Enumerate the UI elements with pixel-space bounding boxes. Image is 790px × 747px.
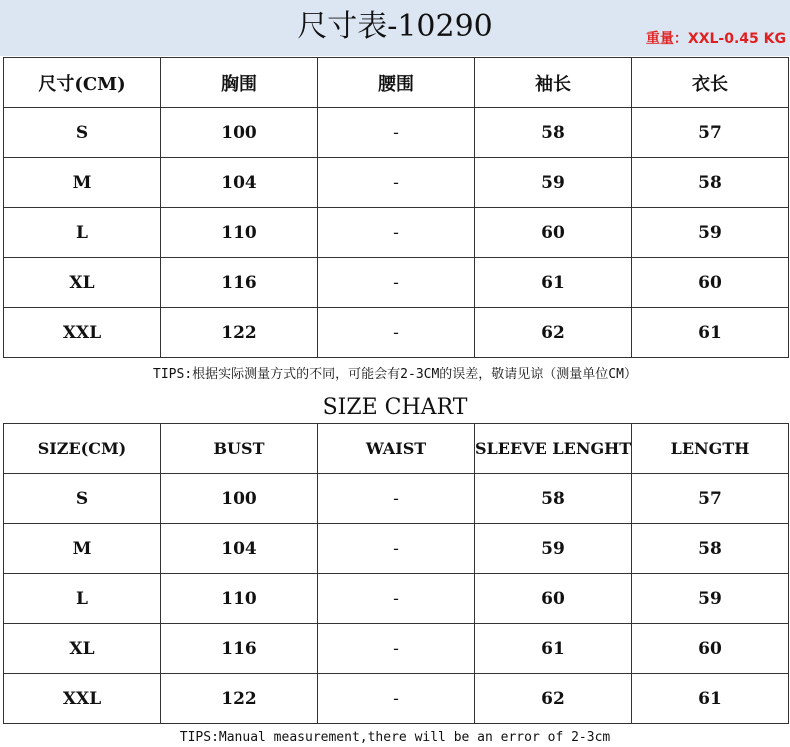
- sleeve-cell: 59: [475, 524, 632, 574]
- table-row: [4, 624, 789, 674]
- header-cell: SLEEVE LENGHT: [475, 424, 632, 474]
- waist-cell: -: [318, 524, 475, 574]
- header-cell: BUST: [161, 424, 318, 474]
- waist-cell: -: [318, 308, 475, 358]
- table-row: [4, 208, 789, 258]
- length-cell: 58: [632, 158, 789, 208]
- length-cell: 59: [632, 574, 789, 624]
- waist-cell: -: [318, 258, 475, 308]
- waist-cell: -: [318, 674, 475, 724]
- bust-cell: 122: [161, 674, 318, 724]
- size-cell: S: [4, 108, 161, 158]
- size-table-chinese: [3, 57, 789, 358]
- bust-cell: 104: [161, 524, 318, 574]
- sleeve-cell: 62: [475, 674, 632, 724]
- table-row: [4, 158, 789, 208]
- size-cell: L: [4, 574, 161, 624]
- length-cell: 57: [632, 474, 789, 524]
- sleeve-cell: 59: [475, 158, 632, 208]
- bust-cell: 116: [161, 624, 318, 674]
- weight-note: 重量：XXL-0.45 KG: [645, 31, 786, 47]
- size-table-english: [3, 423, 789, 724]
- table-row: [4, 674, 789, 724]
- sleeve-cell: 62: [475, 308, 632, 358]
- table-row: [4, 524, 789, 574]
- length-cell: 59: [632, 208, 789, 258]
- size-cell: XL: [4, 258, 161, 308]
- size-chart-title: SIZE CHART: [322, 395, 468, 420]
- length-cell: 60: [632, 258, 789, 308]
- header-cell: 衣长: [632, 58, 789, 108]
- page-title: 尺寸表-10290: [297, 9, 493, 44]
- header-cell: WAIST: [318, 424, 475, 474]
- sleeve-cell: 60: [475, 208, 632, 258]
- length-cell: 60: [632, 624, 789, 674]
- sleeve-cell: 61: [475, 624, 632, 674]
- bust-cell: 100: [161, 108, 318, 158]
- bust-cell: 104: [161, 158, 318, 208]
- header-cell: SIZE(CM): [4, 424, 161, 474]
- size-cell: XXL: [4, 674, 161, 724]
- header-cell: 腰围: [318, 58, 475, 108]
- table-header-row: [4, 58, 789, 108]
- size-cell: XL: [4, 624, 161, 674]
- size-cell: S: [4, 474, 161, 524]
- table-header-row: [4, 424, 789, 474]
- waist-cell: -: [318, 158, 475, 208]
- bust-cell: 116: [161, 258, 318, 308]
- size-cell: XXL: [4, 308, 161, 358]
- header-cell: 尺寸(CM): [4, 58, 161, 108]
- bust-cell: 110: [161, 574, 318, 624]
- waist-cell: -: [318, 574, 475, 624]
- table-row: [4, 108, 789, 158]
- table-row: [4, 308, 789, 358]
- bust-cell: 100: [161, 474, 318, 524]
- table-row: [4, 258, 789, 308]
- table-row: [4, 574, 789, 624]
- waist-cell: -: [318, 208, 475, 258]
- length-cell: 61: [632, 308, 789, 358]
- size-cell: M: [4, 158, 161, 208]
- size-cell: M: [4, 524, 161, 574]
- length-cell: 58: [632, 524, 789, 574]
- header-cell: 胸围: [161, 58, 318, 108]
- waist-cell: -: [318, 108, 475, 158]
- sleeve-cell: 61: [475, 258, 632, 308]
- tips-chinese: TIPS:根据实际测量方式的不同，可能会有2-3CM的误差，敬请见谅（测量单位CM）: [153, 367, 637, 382]
- bust-cell: 122: [161, 308, 318, 358]
- tips-english: TIPS:Manual measurement,there will be an error of 2-3cm: [179, 730, 611, 745]
- table-row: [4, 474, 789, 524]
- bust-cell: 110: [161, 208, 318, 258]
- length-cell: 57: [632, 108, 789, 158]
- sleeve-cell: 60: [475, 574, 632, 624]
- header-cell: LENGTH: [632, 424, 789, 474]
- length-cell: 61: [632, 674, 789, 724]
- size-cell: L: [4, 208, 161, 258]
- waist-cell: -: [318, 474, 475, 524]
- waist-cell: -: [318, 624, 475, 674]
- header-cell: 袖长: [475, 58, 632, 108]
- sleeve-cell: 58: [475, 108, 632, 158]
- sleeve-cell: 58: [475, 474, 632, 524]
